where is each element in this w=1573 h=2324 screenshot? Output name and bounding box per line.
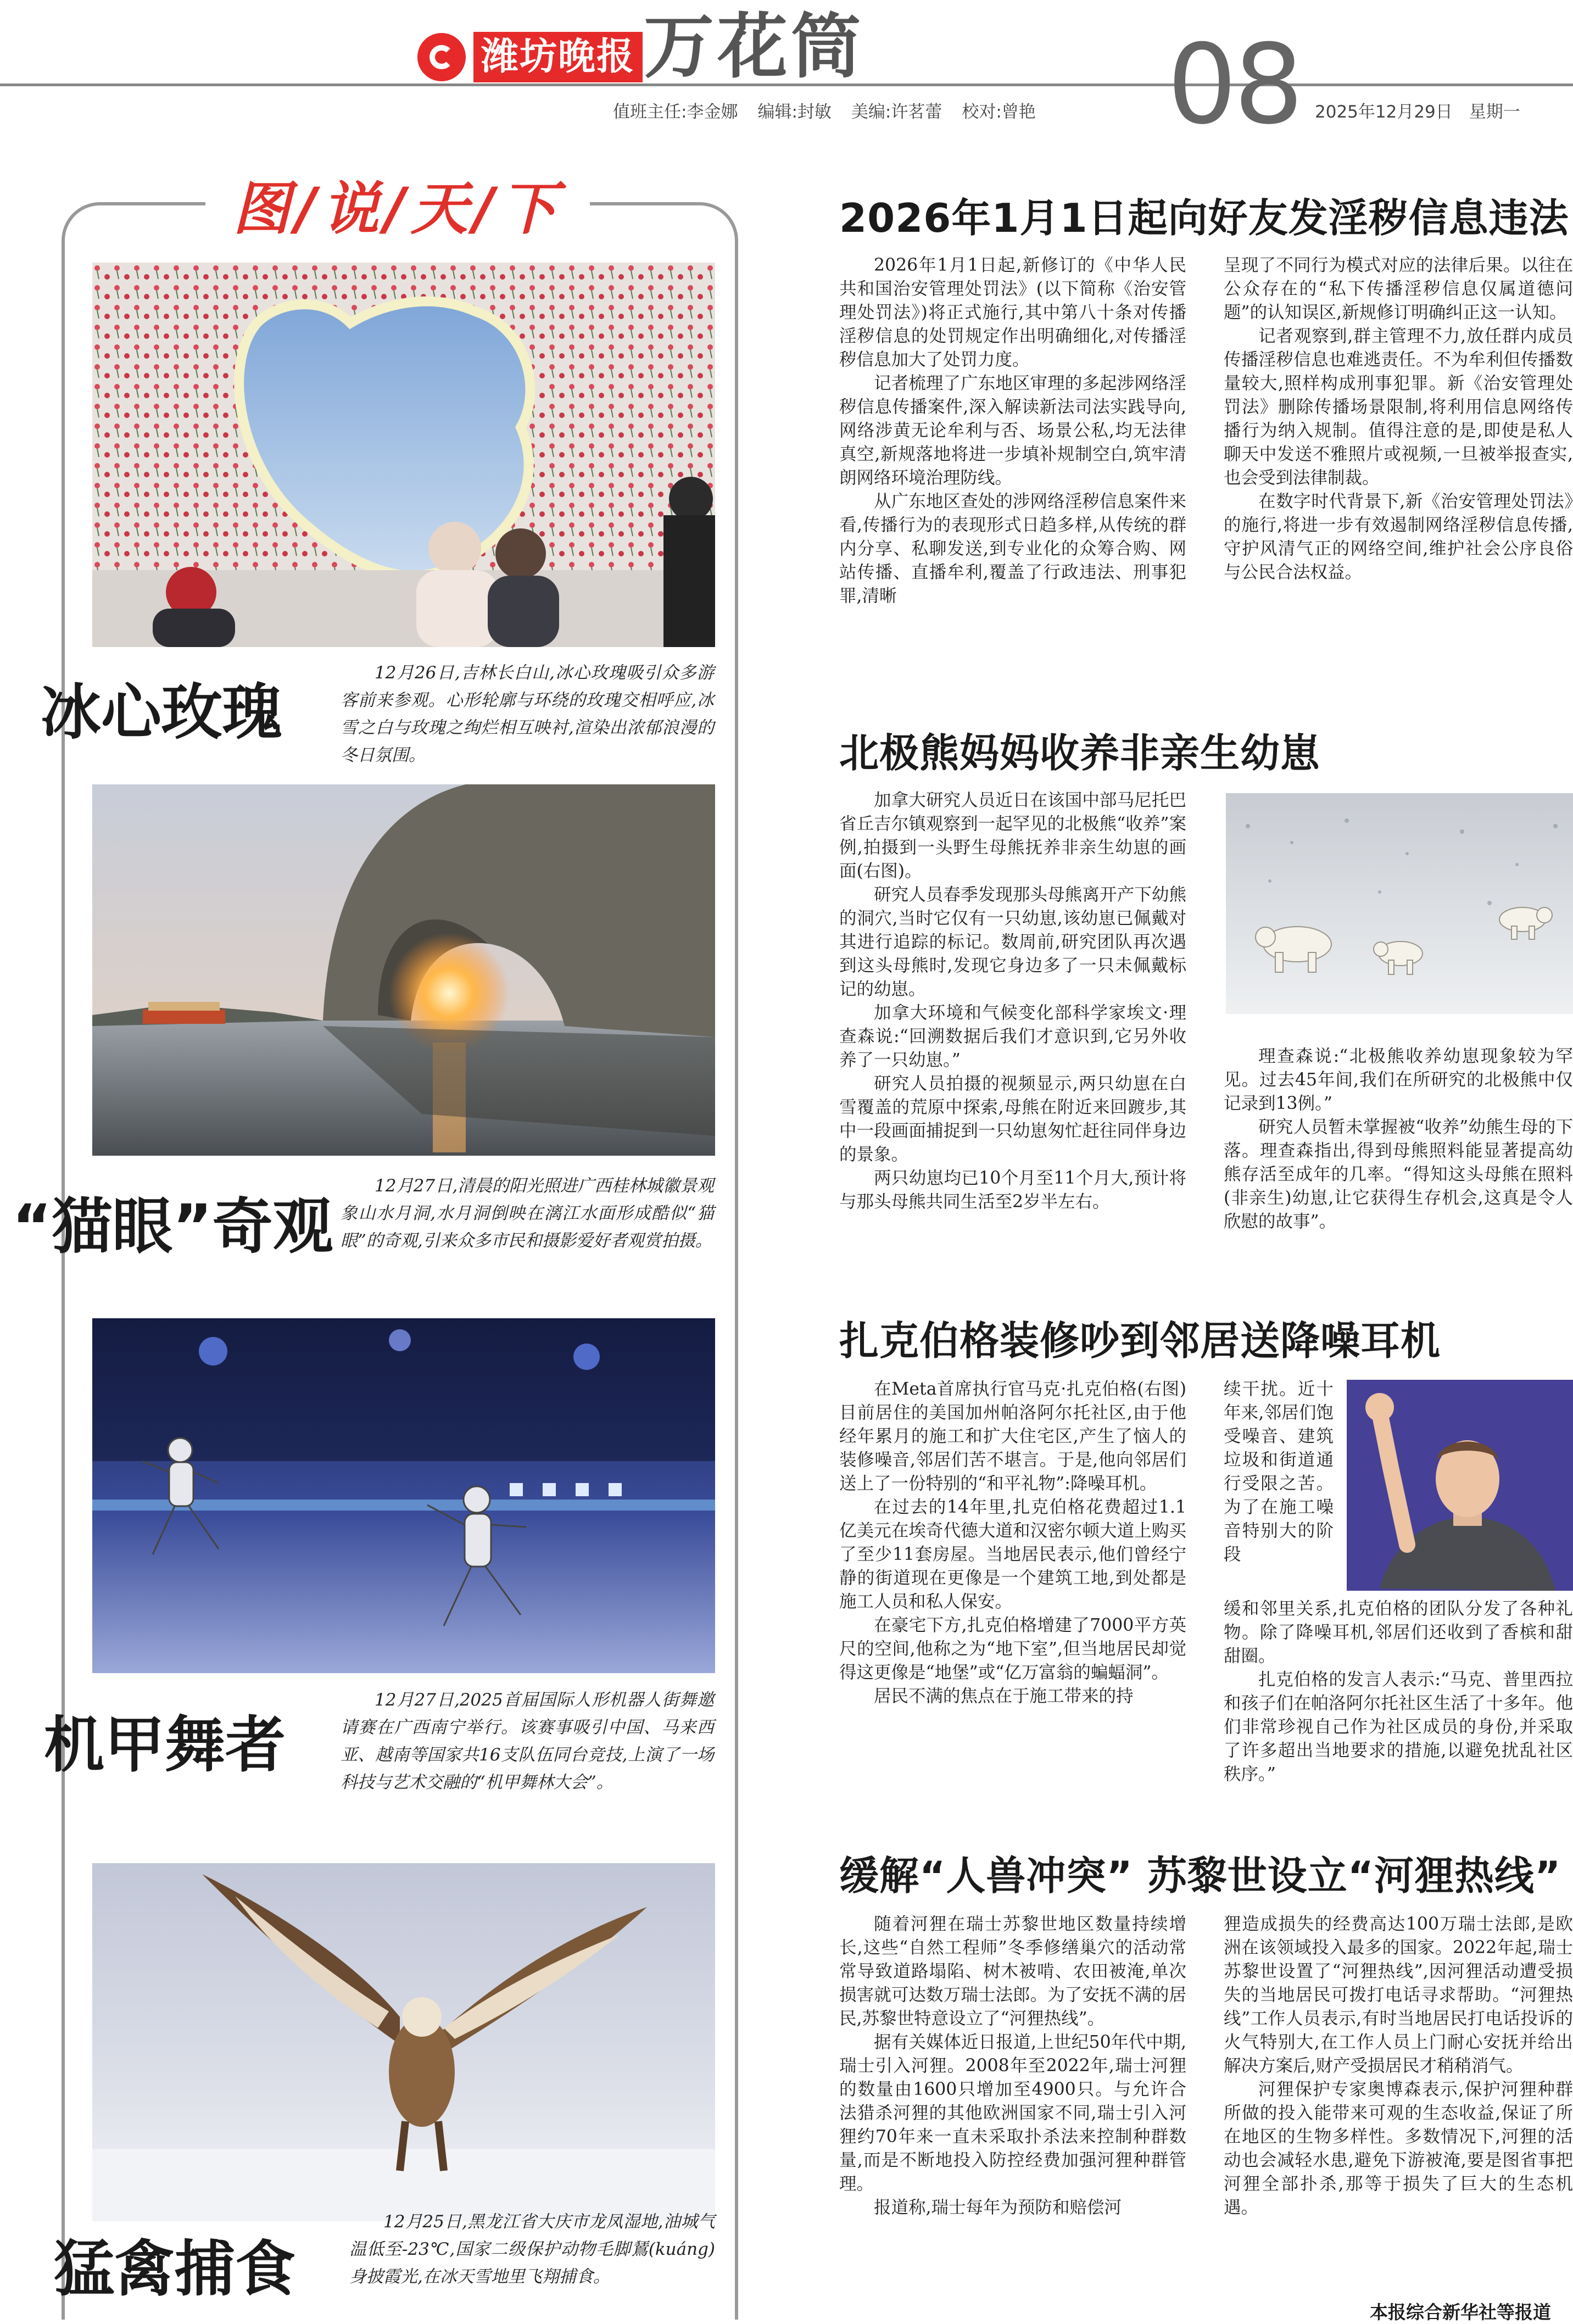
article2-column2	[1224, 1045, 1573, 1234]
photo-robot-dancers	[92, 1318, 715, 1673]
article4-paragraph-cont: 狸造成损失的经费高达100万瑞士法郎,是欧洲在该领域投入最多的国家。2022年起,瑞士苏黎世设置了“河狸热线”,因河狸活动遭受损失的当地居民可拨打电话寻求帮助。“河狸热线”工作人员表示,有时当地居民打电话投诉的火气特别大,在工作人员上门耐心安抚并给出解决方案后,财产受损居民才稍稍消气。	[1224, 1914, 1573, 2076]
article4-paragraph: 据有关媒体近日报道,上世纪50年代中期,瑞士引入河狸。2008年至2022年,瑞士河狸的数量由1600只增加至4900只。与允许合法猎杀河狸的其他欧洲国家不同,瑞士引入河狸约70年来一直未采取扑杀法来控制种群数量,而是不断地投入防控经费加强河狸种群管理。	[839, 2032, 1186, 2194]
article1-column1	[839, 254, 1186, 608]
article3-headline: 扎克伯格装修吵到邻居送降噪耳机	[839, 1318, 1441, 1364]
report-credit: 本报综合新华社等报道	[1370, 2301, 1551, 2323]
article3-column2-wrap	[1224, 1378, 1334, 1567]
photo-zuckerberg	[1347, 1380, 1573, 1591]
item-caption-cat-eye: 12月27日,清晨的阳光照进广西桂林城徽景观象山水月洞,水月洞倒映在漓江水面形成酷似“猫眼”的奇观,引来众多市民和摄影爱好者观赏拍摄。	[341, 1176, 714, 1251]
article2-paragraph: 理查森说:“北极熊收养幼崽现象较为罕见。过去45年间,我们在所研究的北极熊中仅记录到13例。”	[1224, 1046, 1573, 1113]
staff-credits	[613, 98, 1056, 122]
article3-column1	[839, 1378, 1186, 1708]
article3-paragraph: 在豪宅下方,扎克伯格增建了7000平方英尺的空间,他称之为“地下室”,但当地居民却觉得这更像是“地堡”或“亿万富翁的蝙蝠洞”。	[839, 1615, 1186, 1682]
article4-paragraph: 随着河狸在瑞士苏黎世地区数量持续增长,这些“自然工程师”冬季修缮巢穴的活动常常导致道路塌陷、树木被啃、农田被淹,单次损害就可达数万瑞士法郎。为了安抚不满的居民,苏黎世特意设立了“河狸热线”。	[839, 1914, 1186, 2028]
article4-column1	[839, 1913, 1186, 2220]
article1-headline: 2026年1月1日起向好友发淫秽信息违法	[839, 195, 1569, 241]
article2-paragraph: 研究人员春季发现那头母熊离开产下幼熊的洞穴,当时它仅有一只幼崽,该幼崽已佩戴对其进行追踪的标记。数周前,研究团队再次遇到这头母熊时,发现它身边多了一只未佩戴标记的幼崽。	[839, 885, 1186, 999]
picture-column-title: 图/说/天/下	[205, 176, 590, 242]
newspaper-logo-icon	[417, 33, 466, 81]
item-caption-robot-dancers: 12月27日,2025首届国际人形机器人街舞邀请赛在广西南宁举行。该赛事吸引中国、马来西亚、越南等国家共16支队伍同台竞技,上演了一场科技与艺术交融的“机甲舞林大会”。	[341, 1690, 714, 1792]
article2-column1	[839, 789, 1186, 1214]
page-number: 08	[1167, 21, 1301, 149]
article2-paragraph: 两只幼崽均已10个月至11个月大,预计将与那头母熊共同生活至2岁半左右。	[839, 1168, 1186, 1212]
weekday-text: 星期一	[1469, 102, 1520, 122]
article4-paragraph: 河狸保护专家奥博森表示,保护河狸种群所做的投入能带来可观的生态收益,保证了所在地区的生物多样性。多数情况下,河狸的活动也会减轻水患,避免下游被淹,要是图省事把河狸全部扑杀,那等于损失了巨大的生态机遇。	[1224, 2080, 1573, 2217]
article3-paragraph-cont: 缓和邻里关系,扎克伯格的团队分发了各种礼物。除了降噪耳机,邻居们还收到了香槟和甜甜圈。	[1224, 1599, 1573, 1666]
item-title-cat-eye: “猫眼”奇观	[12, 1191, 333, 1262]
article2-paragraph: 加拿大环境和气候变化部科学家埃文·理查森说:“回溯数据后我们才意识到,它另外收养了一只幼崽。”	[839, 1003, 1186, 1070]
article3-column2	[1224, 1597, 1573, 1786]
staff-duty-chief: 值班主任:李金娜	[613, 102, 738, 122]
issue-date	[1315, 98, 1537, 122]
article1-paragraph: 2026年1月1日起,新修订的《中华人民共和国治安管理处罚法》(以下简称《治安管理处罚法》)将正式施行,其中第八十条对传播淫秽信息的处罚规定作出明确细化,对传播淫秽信息加大了处罚力度。	[839, 255, 1186, 370]
article2-paragraph: 研究人员拍摄的视频显示,两只幼崽在白雪覆盖的荒原中探索,母熊在附近来回踱步,其中一段画面捕捉到一只幼崽匆忙赶往同伴身边的景象。	[839, 1074, 1186, 1164]
article2-paragraph: 研究人员暂未掌握被“收养”幼熊生母的下落。理查森指出,得到母熊照料能显著提高幼熊存活至成年的几率。“得知这头母熊在照料(非亲生)幼崽,让它获得生存机会,这真是令人欣慰的故事”。	[1224, 1117, 1573, 1231]
date-text: 2025年12月29日	[1315, 102, 1453, 122]
article1-paragraph: 记者梳理了广东地区审理的多起涉网络淫秽信息传播案件,深入解读新法司法实践导向,网络涉黄无论牟利与否、场景公私,均无法律真空,新规落地将进一步填补规制空白,筑牢清朗网络环境治理防线。	[839, 374, 1186, 488]
section-name: 万花筒	[644, 5, 865, 88]
article1-paragraph: 记者观察到,群主管理不力,放任群内成员传播淫秽信息也难逃责任。不为牟利但传播数量较大,照样构成刑事犯罪。新《治安管理处罚法》删除传播场景限制,将利用信息网络传播行为纳入规制。值得注意的是,即使是私人聊天中发送不雅照片或视频,一旦被举报查实,也会受到法律制裁。	[1224, 326, 1573, 488]
newspaper-brand: 潍坊晚报	[473, 32, 643, 82]
article4-paragraph: 报道称,瑞士每年为预防和赔偿河	[874, 2198, 1122, 2217]
photo-polar-bears	[1226, 793, 1573, 1014]
article3-paragraph-cont: 续干扰。近十年来,邻居们饱受噪音、建筑垃圾和街道通行受限之苦。为了在施工噪音特别大的阶段	[1224, 1379, 1334, 1564]
article3-paragraph: 扎克伯格的发言人表示:“马克、普里西拉和孩子们在帕洛阿尔托社区生活了十多年。他们非常珍视自己作为社区成员的身份,并采取了许多超出当地要求的措施,以避免扰乱社区秩序。”	[1224, 1670, 1573, 1784]
article1-paragraph-cont: 呈现了不同行为模式对应的法律后果。以往在公众存在的“私下传播淫秽信息仅属道德问题”的认知误区,新规修订明确纠正这一认知。	[1224, 255, 1573, 322]
staff-editor: 编辑:封敏	[757, 102, 832, 122]
item-title-ice-heart: 冰心玫瑰	[41, 677, 282, 748]
staff-proofreader: 校对:曾艳	[962, 102, 1036, 122]
article2-headline: 北极熊妈妈收养非亲生幼崽	[839, 730, 1321, 776]
staff-art-editor: 美编:许茗蕾	[851, 102, 942, 122]
article4-column2	[1224, 1913, 1573, 2220]
article1-paragraph: 从广东地区查处的涉网络淫秽信息案件来看,传播行为的表现形式日趋多样,从传统的群内分享、私聊发送,到专业化的众筹合购、网站传播、直播牟利,覆盖了行政违法、刑事犯罪,清晰	[839, 492, 1186, 606]
item-caption-ice-heart: 12月26日,吉林长白山,冰心玫瑰吸引众多游客前来参观。心形轮廓与环绕的玫瑰交相呼应,冰雪之白与玫瑰之绚烂相互映衬,渲染出浓郁浪漫的冬日氛围。	[341, 663, 714, 765]
photo-hawk-hunting	[92, 1863, 715, 2221]
article1-paragraph: 在数字时代背景下,新《治安管理处罚法》的施行,将进一步有效遏制网络淫秽信息传播,守护风清气正的网络空间,维护社会公序良俗与公民合法权益。	[1224, 492, 1573, 582]
item-title-robot-dancers: 机甲舞者	[44, 1710, 286, 1780]
article3-paragraph: 居民不满的焦点在于施工带来的持	[874, 1686, 1134, 1706]
item-caption-hawk-hunting: 12月25日,黑龙江省大庆市龙凤湿地,油城气温低至-23℃,国家二级保护动物毛脚鵟(kuáng)身披霞光,在冰天雪地里飞翔捕食。	[349, 2212, 715, 2287]
article1-column2	[1224, 254, 1573, 584]
article4-headline: 缓解“人兽冲突” 苏黎世设立“河狸热线”	[839, 1853, 1561, 1899]
article3-paragraph: 在过去的14年里,扎克伯格花费超过1.1亿美元在埃奇代德大道和汉密尔顿大道上购买了至少11套房屋。当地居民表示,他们曾经宁静的街道现在更像是一个建筑工地,到处都是施工人员和私人保安。	[839, 1497, 1186, 1612]
article3-paragraph: 在Meta首席执行官马克·扎克伯格(右图)目前居住的美国加州帕洛阿尔托社区,由于他经年累月的施工和扩大住宅区,产生了恼人的装修噪音,邻居们苦不堪言。于是,他向邻居们送上了一份特别的“和平礼物”:降噪耳机。	[839, 1379, 1186, 1493]
item-title-hawk-hunting: 猛禽捕食	[54, 2234, 295, 2304]
photo-ice-heart-roses	[92, 263, 715, 647]
article2-paragraph: 加拿大研究人员近日在该国中部马尼托巴省丘吉尔镇观察到一起罕见的北极熊“收养”案例,拍摄到一头野生母熊抚养非亲生幼崽的画面(右图)。	[839, 790, 1186, 881]
photo-cat-eye-cave	[92, 784, 715, 1156]
